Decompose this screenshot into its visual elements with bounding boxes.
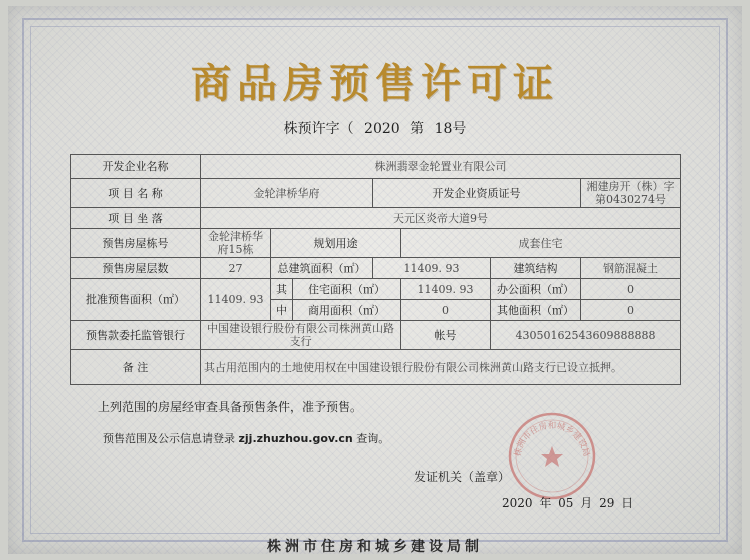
total-area-label: 总建筑面积（㎡）	[271, 258, 373, 279]
office-value: 0	[581, 279, 681, 300]
account-value: 43050162543609888888	[491, 321, 681, 350]
official-seal	[506, 410, 598, 502]
structure-value: 钢筋混凝土	[581, 258, 681, 279]
approved-area-label: 批准预售面积（㎡）	[71, 279, 201, 321]
certificate-table	[70, 154, 681, 385]
building-value: 金轮津桥华府15栋	[201, 229, 271, 258]
developer-label: 开发企业名称	[71, 155, 201, 179]
total-area-value: 11409. 93	[373, 258, 491, 279]
residential-label: 住宅面积（㎡）	[293, 279, 401, 300]
commercial-label: 商用面积（㎡）	[293, 300, 401, 321]
qualification-label: 开发企业资质证号	[373, 179, 581, 208]
issue-date: 2020 年 05 月 29 日	[502, 496, 634, 510]
project-name-label: 项 目 名 称	[71, 179, 201, 208]
row-developer	[71, 155, 681, 179]
location-value: 天元区炎帝大道9号	[201, 208, 681, 229]
other-value: 0	[581, 300, 681, 321]
structure-label: 建筑结构	[491, 258, 581, 279]
certificate-paper	[8, 6, 742, 554]
office-label: 办公面积（㎡）	[491, 279, 581, 300]
query-suffix: 查询。	[356, 432, 390, 445]
among-label-1: 其	[271, 279, 293, 300]
bank-value: 中国建设银行股份有限公司株洲黄山路支行	[201, 321, 401, 350]
floors-label: 预售房屋层数	[71, 258, 201, 279]
row-floors	[71, 258, 681, 279]
among-label-2: 中	[271, 300, 293, 321]
location-label: 项 目 坐 落	[71, 208, 201, 229]
account-label: 帐号	[401, 321, 491, 350]
building-label: 预售房屋栋号	[71, 229, 201, 258]
remarks-value: 其占用范围内的土地使用权在中国建设银行股份有限公司株洲黄山路支行已设立抵押。	[201, 350, 681, 385]
row-location	[71, 208, 681, 229]
issuer-label: 发证机关（盖章）	[414, 470, 511, 484]
developer-value: 株洲翡翠金轮置业有限公司	[201, 155, 681, 179]
row-building	[71, 229, 681, 258]
row-bank	[71, 321, 681, 350]
query-prefix: 预售范围及公示信息请登录	[103, 432, 235, 445]
approval-notice: 上列范围的房屋经审查具备预售条件，准予预售。	[98, 400, 363, 414]
row-approved-1	[71, 279, 681, 300]
row-project-name	[71, 179, 681, 208]
project-name-value: 金轮津桥华府	[201, 179, 373, 208]
usage-label: 规划用途	[271, 229, 401, 258]
query-info	[103, 430, 389, 446]
commercial-value: 0	[401, 300, 491, 321]
certificate-title: 商品房预售许可证	[191, 60, 559, 107]
other-label: 其他面积（㎡）	[491, 300, 581, 321]
svg-text:株洲市住房和城乡建设局: 株洲市住房和城乡建设局	[513, 421, 591, 458]
usage-value: 成套住宅	[401, 229, 681, 258]
issuing-authority-footer: 株洲市住房和城乡建设局制	[267, 539, 483, 555]
row-remarks	[71, 350, 681, 385]
residential-value: 11409. 93	[401, 279, 491, 300]
remarks-label: 备 注	[71, 350, 201, 385]
bank-label: 预售款委托监管银行	[71, 321, 201, 350]
qualification-value: 湘建房开（株）字第0430274号	[581, 179, 681, 208]
floors-value: 27	[201, 258, 271, 279]
permit-number: 株预许字（ 2020 第 18号	[283, 121, 467, 137]
query-site-link[interactable]: zjj.zhuzhou.gov.cn	[238, 432, 353, 445]
approved-area-value: 11409. 93	[201, 279, 271, 321]
